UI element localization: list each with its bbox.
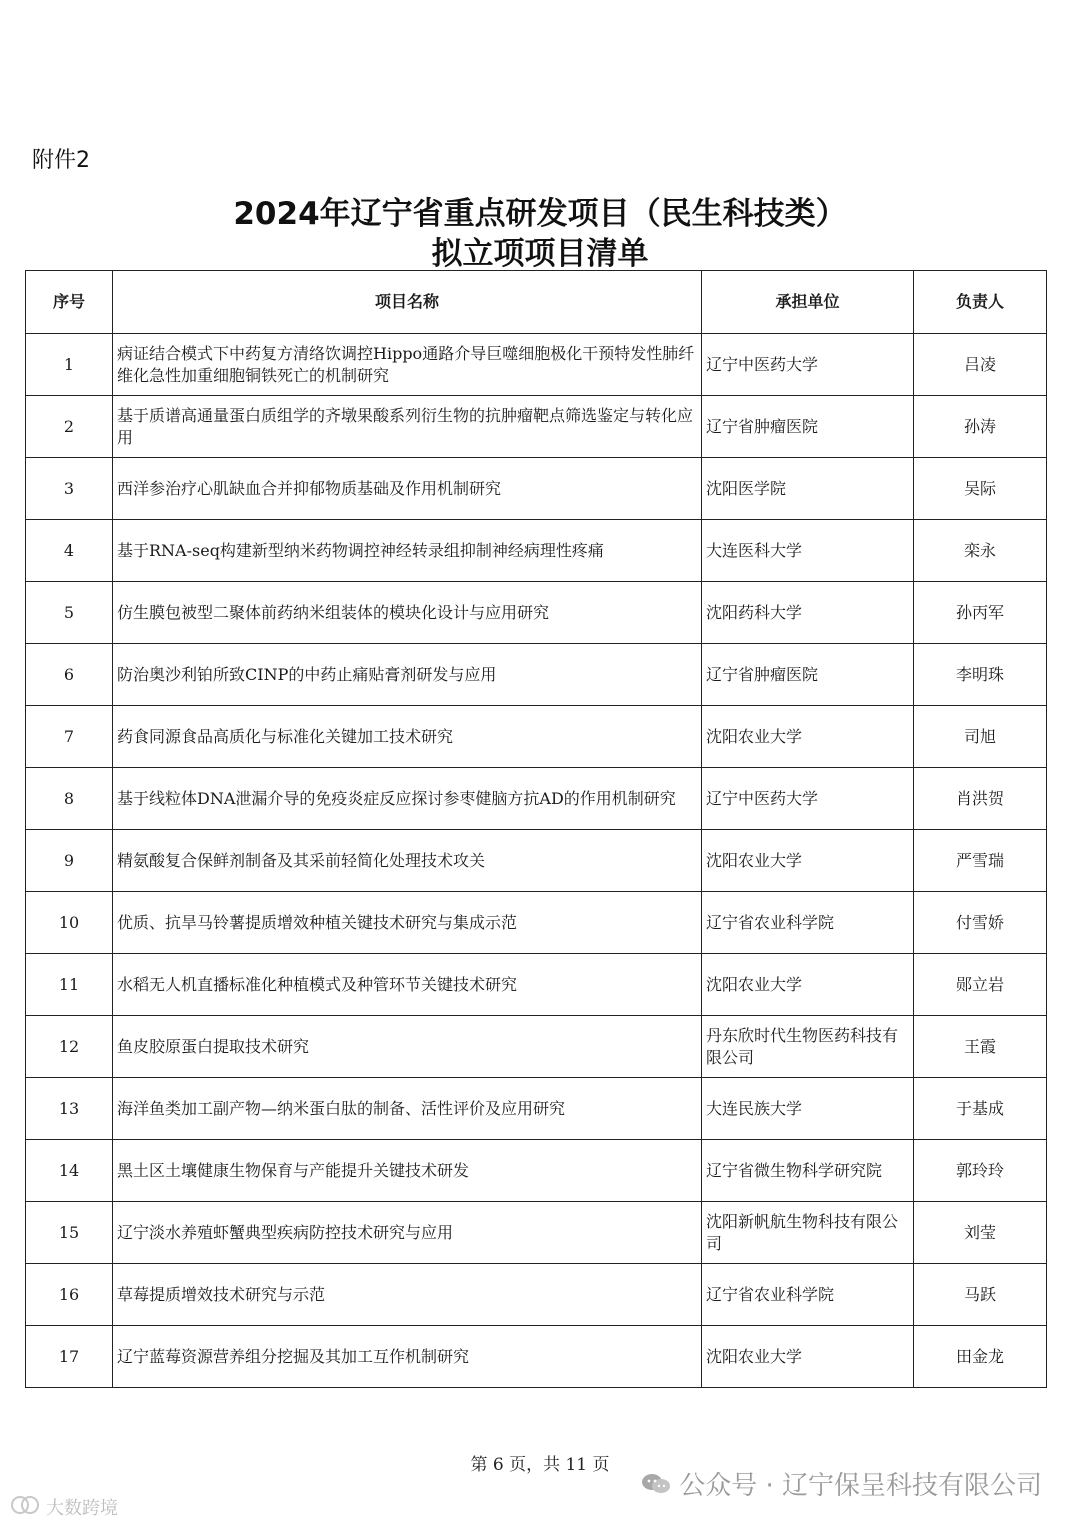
undertaking-unit: 大连医科大学 [702,520,914,582]
globe-icon [10,1495,40,1520]
table-row [26,396,1047,458]
row-number: 14 [26,1140,113,1202]
header-num: 序号 [26,271,113,334]
row-number: 10 [26,892,113,954]
project-name: 辽宁蓝莓资源营养组分挖掘及其加工互作机制研究 [113,1326,702,1388]
project-leader: 马跃 [914,1264,1047,1326]
project-name: 鱼皮胶原蛋白提取技术研究 [113,1016,702,1078]
project-leader: 于基成 [914,1078,1047,1140]
table-row [26,582,1047,644]
row-number: 5 [26,582,113,644]
project-name: 药食同源食品高质化与标准化关键加工技术研究 [113,706,702,768]
table-row [26,830,1047,892]
watermark-text: 公众号 · 辽宁保呈科技有限公司 [679,1471,1042,1501]
project-table [25,270,1047,1388]
attachment-label: 附件2 [32,148,90,173]
row-number: 17 [26,1326,113,1388]
header-lead: 负责人 [914,271,1047,334]
row-number: 6 [26,644,113,706]
row-number: 7 [26,706,113,768]
project-leader: 孙涛 [914,396,1047,458]
project-name: 辽宁淡水养殖虾蟹典型疾病防控技术研究与应用 [113,1202,702,1264]
undertaking-unit: 沈阳农业大学 [702,954,914,1016]
project-name: 黑土区土壤健康生物保育与产能提升关键技术研发 [113,1140,702,1202]
project-name: 病证结合模式下中药复方清络饮调控Hippo通路介导巨噬细胞极化干预特发性肺纤维化急性加重细胞铜铁死亡的机制研究 [113,334,702,396]
table-row [26,1326,1047,1388]
table-row [26,644,1047,706]
table-row [26,954,1047,1016]
undertaking-unit: 辽宁中医药大学 [702,768,914,830]
project-leader: 司旭 [914,706,1047,768]
project-leader: 吴际 [914,458,1047,520]
table-row [26,892,1047,954]
table-row [26,1078,1047,1140]
row-number: 11 [26,954,113,1016]
row-number: 9 [26,830,113,892]
project-name: 水稻无人机直播标准化种植模式及种管环节关键技术研究 [113,954,702,1016]
project-name: 海洋鱼类加工副产物—纳米蛋白肽的制备、活性评价及应用研究 [113,1078,702,1140]
row-number: 4 [26,520,113,582]
project-name: 基于线粒体DNA泄漏介导的免疫炎症反应探讨参枣健脑方抗AD的作用机制研究 [113,768,702,830]
undertaking-unit: 辽宁中医药大学 [702,334,914,396]
project-name: 精氨酸复合保鲜剂制备及其采前轻简化处理技术攻关 [113,830,702,892]
project-leader: 郭玲玲 [914,1140,1047,1202]
project-name: 仿生膜包被型二聚体前药纳米组装体的模块化设计与应用研究 [113,582,702,644]
project-leader: 刘莹 [914,1202,1047,1264]
corner-watermark-text: 大数跨境 [46,1498,118,1519]
undertaking-unit: 沈阳农业大学 [702,1326,914,1388]
project-leader: 李明珠 [914,644,1047,706]
undertaking-unit: 辽宁省肿瘤医院 [702,644,914,706]
project-leader: 郧立岩 [914,954,1047,1016]
row-number: 13 [26,1078,113,1140]
undertaking-unit: 沈阳新帆航生物科技有限公司 [702,1202,914,1264]
project-name: 西洋参治疗心肌缺血合并抑郁物质基础及作用机制研究 [113,458,702,520]
row-number: 12 [26,1016,113,1078]
project-leader: 肖洪贺 [914,768,1047,830]
table-row [26,1264,1047,1326]
wechat-watermark [641,1465,1042,1502]
project-leader: 栾永 [914,520,1047,582]
table-row [26,1202,1047,1264]
table-row [26,520,1047,582]
undertaking-unit: 丹东欣时代生物医药科技有限公司 [702,1016,914,1078]
project-leader: 严雪瑞 [914,830,1047,892]
table-row [26,458,1047,520]
undertaking-unit: 辽宁省肿瘤医院 [702,396,914,458]
project-leader: 孙丙军 [914,582,1047,644]
header-name: 项目名称 [113,271,702,334]
undertaking-unit: 沈阳农业大学 [702,706,914,768]
project-leader: 吕凌 [914,334,1047,396]
project-name: 基于RNA-seq构建新型纳米药物调控神经转录组抑制神经病理性疼痛 [113,520,702,582]
page-number: 第 6 页，共 11 页 [470,1455,610,1475]
project-leader: 付雪娇 [914,892,1047,954]
undertaking-unit: 沈阳医学院 [702,458,914,520]
document-title: 2024年辽宁省重点研发项目（民生科技类） [233,196,847,232]
row-number: 1 [26,334,113,396]
table-row [26,706,1047,768]
undertaking-unit: 沈阳药科大学 [702,582,914,644]
project-name: 防治奥沙利铂所致CINP的中药止痛贴膏剂研发与应用 [113,644,702,706]
header-unit: 承担单位 [702,271,914,334]
project-name: 基于质谱高通量蛋白质组学的齐墩果酸系列衍生物的抗肿瘤靶点筛选鉴定与转化应用 [113,396,702,458]
table-row [26,1140,1047,1202]
project-leader: 王霞 [914,1016,1047,1078]
undertaking-unit: 辽宁省农业科学院 [702,1264,914,1326]
table-header-row [26,271,1047,334]
project-name: 优质、抗旱马铃薯提质增效种植关键技术研究与集成示范 [113,892,702,954]
undertaking-unit: 沈阳农业大学 [702,830,914,892]
undertaking-unit: 辽宁省农业科学院 [702,892,914,954]
row-number: 8 [26,768,113,830]
corner-watermark [10,1494,118,1520]
row-number: 15 [26,1202,113,1264]
row-number: 2 [26,396,113,458]
table-row [26,1016,1047,1078]
row-number: 16 [26,1264,113,1326]
document-subtitle: 拟立项项目清单 [431,236,649,272]
wechat-icon [641,1472,671,1496]
table-row [26,768,1047,830]
row-number: 3 [26,458,113,520]
table-row [26,334,1047,396]
project-name: 草莓提质增效技术研究与示范 [113,1264,702,1326]
undertaking-unit: 辽宁省微生物科学研究院 [702,1140,914,1202]
undertaking-unit: 大连民族大学 [702,1078,914,1140]
project-leader: 田金龙 [914,1326,1047,1388]
